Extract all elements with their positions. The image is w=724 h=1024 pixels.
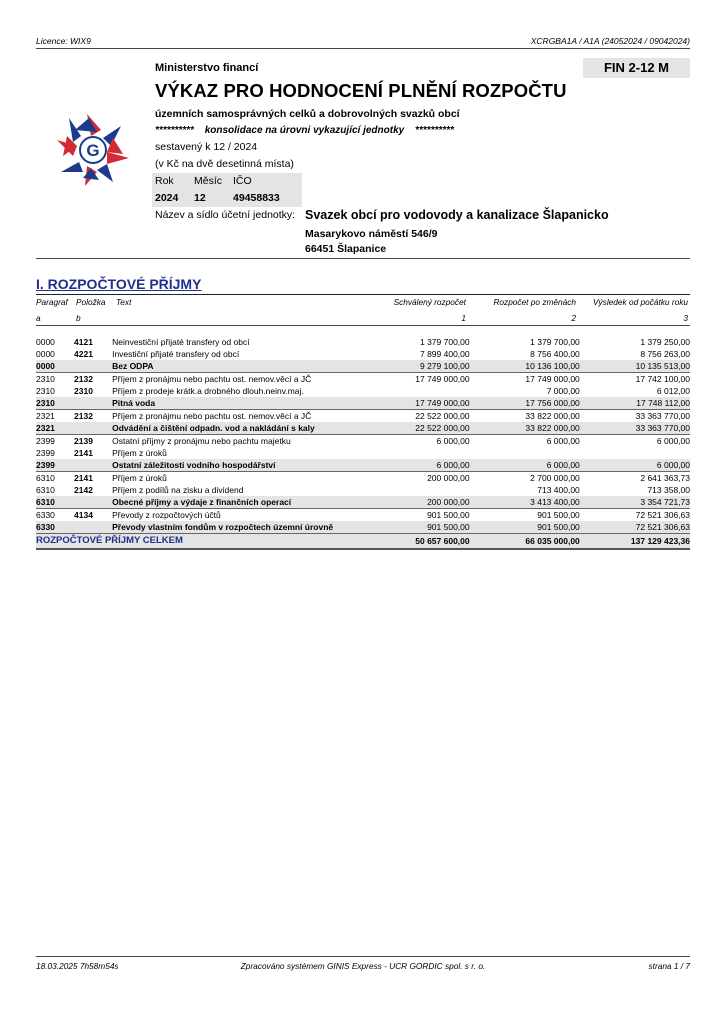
polozka-cell: 4121 [74, 337, 93, 347]
total-vysledek: 137 129 423,36 [580, 534, 690, 550]
table-row [36, 348, 690, 360]
header-divider [36, 48, 690, 49]
schvaleny-cell: 17 749 000,00 [359, 397, 469, 410]
schvaleny-cell: 6 000,00 [359, 459, 469, 472]
vysledek-cell: 10 135 513,00 [580, 360, 690, 373]
footer-system: Zpracováno systémem GINIS Express - UCR GORDIC spol. s r. o. [240, 961, 486, 971]
po-zmenach-cell: 7 000,00 [546, 386, 580, 396]
po-zmenach-cell [470, 447, 580, 459]
po-zmenach-cell: 8 756 400,00 [530, 349, 580, 359]
po-zmenach-cell: 17 749 000,00 [470, 373, 580, 386]
table-row [36, 385, 690, 397]
schvaleny-cell [359, 447, 469, 459]
value-rok: 2024 [155, 192, 179, 204]
paragraf-cell: 6330 [36, 509, 74, 522]
paragraf-cell: 2321 [36, 422, 74, 435]
total-label: ROZPOČTOVÉ PŘÍJMY CELKEM [36, 534, 359, 550]
value-mesic: 12 [194, 192, 206, 204]
consolidation-note [155, 125, 462, 136]
col-header-po-zmenach: Rozpočet po změnách [493, 297, 576, 307]
schvaleny-cell: 9 279 100,00 [359, 360, 469, 373]
total-row [36, 534, 690, 550]
report-period: sestavený k 12 / 2024 [155, 141, 258, 153]
col-index-b: b [76, 313, 81, 323]
polozka-cell [74, 422, 112, 435]
report-title: VÝKAZ PRO HODNOCENÍ PLNĚNÍ ROZPOČTU [155, 80, 567, 101]
text-cell: Příjem z prodeje krátk.a drobného dlouh.neinv.maj. [112, 386, 304, 396]
table-header-divider [36, 325, 690, 326]
paragraf-cell: 6310 [36, 485, 55, 495]
document-code: XCRGBA1A / A1A (24052024 / 09042024) [530, 36, 690, 46]
col-header-paragraf: Paragraf [36, 297, 68, 307]
value-ico: 49458833 [233, 192, 280, 204]
po-zmenach-cell: 1 379 700,00 [530, 337, 580, 347]
vysledek-cell: 17 742 100,00 [580, 373, 690, 386]
vysledek-cell: 713 358,00 [647, 485, 690, 495]
stars-left: ********** [155, 125, 194, 136]
ministry-logo-icon [54, 112, 132, 188]
ministry-name: Ministerstvo financí [155, 62, 259, 74]
page-header [36, 36, 690, 46]
table-row [36, 472, 690, 485]
paragraf-cell: 2321 [36, 410, 74, 423]
schvaleny-cell: 901 500,00 [359, 521, 469, 534]
col-header-polozka: Položka [76, 297, 106, 307]
footer-page-number: strana 1 / 7 [648, 961, 690, 971]
text-cell: Převody z rozpočtových účtů [112, 509, 359, 522]
text-cell: Neinvestiční přijaté transfery od obcí [112, 337, 250, 347]
paragraf-cell: 2310 [36, 373, 74, 386]
text-cell: Příjem z úroků [112, 448, 167, 458]
table-row [36, 373, 690, 386]
polozka-cell: 2132 [74, 373, 112, 386]
licence-text: Licence: WIX9 [36, 36, 91, 46]
col-header-schvaleny: Schválený rozpočet [393, 297, 466, 307]
text-cell: Bez ODPA [112, 360, 359, 373]
text-cell: Ostatní záležitosti vodního hospodářství [112, 459, 359, 472]
org-label: Název a sídlo účetní jednotky: [155, 209, 296, 221]
col-index-1: 1 [461, 313, 466, 323]
paragraf-cell: 0000 [36, 349, 55, 359]
schvaleny-cell: 7 899 400,00 [419, 349, 470, 359]
schvaleny-cell: 17 749 000,00 [359, 373, 469, 386]
schvaleny-cell: 6 000,00 [359, 435, 469, 448]
po-zmenach-cell: 6 000,00 [470, 435, 580, 448]
text-cell: Příjem z pronájmu nebo pachtu ost. nemov.věcí a JČ [112, 410, 359, 423]
subtotal-row [36, 496, 690, 509]
schvaleny-cell: 1 379 700,00 [419, 337, 470, 347]
footer-divider [36, 956, 690, 957]
label-rok: Rok [155, 175, 174, 187]
polozka-cell: 2141 [74, 472, 112, 485]
schvaleny-cell [359, 484, 469, 496]
po-zmenach-cell: 33 822 000,00 [470, 422, 580, 435]
text-cell: Ostatní příjmy z pronájmu nebo pachtu majetku [112, 435, 359, 448]
vysledek-cell [580, 447, 690, 459]
schvaleny-cell: 901 500,00 [359, 509, 469, 522]
table-row [36, 336, 690, 348]
page-footer [36, 961, 690, 971]
label-ico: IČO [233, 175, 252, 187]
org-address-street: Masarykovo náměstí 546/9 [305, 228, 438, 240]
subtotal-row [36, 422, 690, 435]
paragraf-cell: 6310 [36, 472, 74, 485]
stars-right: ********** [415, 125, 454, 136]
schvaleny-cell: 200 000,00 [359, 496, 469, 509]
text-cell: Příjem z úroků [112, 472, 359, 485]
section-divider [36, 294, 690, 295]
paragraf-cell: 6330 [36, 521, 74, 534]
subtotal-row [36, 459, 690, 472]
schvaleny-cell: 200 000,00 [359, 472, 469, 485]
text-cell: Pitná voda [112, 397, 359, 410]
paragraf-cell: 6310 [36, 496, 74, 509]
polozka-cell: 2310 [74, 386, 93, 396]
po-zmenach-cell: 2 700 000,00 [470, 472, 580, 485]
po-zmenach-cell: 33 822 000,00 [470, 410, 580, 423]
vysledek-cell: 6 000,00 [580, 459, 690, 472]
org-address-city: 66451 Šlapanice [305, 243, 387, 255]
subtotal-row [36, 521, 690, 534]
polozka-cell: 2142 [74, 485, 93, 495]
polozka-cell: 4221 [74, 349, 93, 359]
identification-box [152, 173, 302, 207]
vysledek-cell: 17 748 112,00 [580, 397, 690, 410]
polozka-cell: 2141 [74, 448, 93, 458]
paragraf-cell: 2399 [36, 435, 74, 448]
polozka-cell: 4134 [74, 509, 112, 522]
po-zmenach-cell: 713 400,00 [537, 485, 580, 495]
total-schvaleny: 50 657 600,00 [359, 534, 469, 550]
table-row [36, 484, 690, 496]
heading-divider [36, 258, 690, 259]
table-row [36, 447, 690, 459]
polozka-cell: 2139 [74, 435, 112, 448]
schvaleny-cell: 22 522 000,00 [359, 422, 469, 435]
subtotal-row [36, 397, 690, 410]
text-cell: Převody vlastním fondům v rozpočtech územní úrovně [112, 521, 359, 534]
polozka-cell: 2132 [74, 410, 112, 423]
po-zmenach-cell: 10 136 100,00 [470, 360, 580, 373]
report-subtitle: územních samosprávných celků a dobrovolných svazků obcí [155, 108, 460, 120]
vysledek-cell: 72 521 306,63 [580, 521, 690, 534]
vysledek-cell: 6 000,00 [580, 435, 690, 448]
col-index-3: 3 [683, 313, 688, 323]
svg-text:G: G [86, 141, 100, 160]
vysledek-cell: 2 641 363,73 [580, 472, 690, 485]
revenue-table [36, 336, 690, 550]
po-zmenach-cell: 17 756 000,00 [470, 397, 580, 410]
total-po-zmenach: 66 035 000,00 [470, 534, 580, 550]
po-zmenach-cell: 901 500,00 [470, 521, 580, 534]
text-cell: Odvádění a čištění odpadn. vod a nakládání s kaly [112, 422, 359, 435]
label-mesic: Měsíc [194, 175, 223, 187]
polozka-cell [74, 521, 112, 534]
vysledek-cell: 8 756 263,00 [640, 349, 690, 359]
report-units: (v Kč na dvě desetinná místa) [155, 158, 294, 170]
paragraf-cell: 0000 [36, 337, 55, 347]
text-cell: Obecné příjmy a výdaje z finančních operací [112, 496, 359, 509]
paragraf-cell: 0000 [36, 360, 74, 373]
po-zmenach-cell: 6 000,00 [470, 459, 580, 472]
polozka-cell [74, 397, 112, 410]
vysledek-cell: 72 521 306,63 [580, 509, 690, 522]
vysledek-cell: 1 379 250,00 [640, 337, 690, 347]
form-code-badge: FIN 2-12 M [583, 58, 690, 78]
vysledek-cell: 33 363 770,00 [580, 422, 690, 435]
org-name: Svazek obcí pro vodovody a kanalizace Šlapanicko [305, 208, 609, 222]
vysledek-cell: 3 354 721,73 [580, 496, 690, 509]
table-row [36, 509, 690, 522]
paragraf-cell: 2399 [36, 459, 74, 472]
table-row [36, 410, 690, 423]
text-cell: Příjem z pronájmu nebo pachtu ost. nemov.věcí a JČ [112, 373, 359, 386]
polozka-cell [74, 459, 112, 472]
col-index-a: a [36, 313, 41, 323]
consolidation-text: konsolidace na úrovni vykazující jednotky [204, 125, 405, 136]
table-row [36, 435, 690, 448]
paragraf-cell: 2310 [36, 397, 74, 410]
footer-timestamp: 18.03.2025 7h58m54s [36, 961, 119, 971]
schvaleny-cell: 22 522 000,00 [359, 410, 469, 423]
paragraf-cell: 2399 [36, 448, 55, 458]
vysledek-cell: 33 363 770,00 [580, 410, 690, 423]
po-zmenach-cell: 901 500,00 [470, 509, 580, 522]
col-header-vysledek: Výsledek od počátku roku [592, 297, 688, 307]
section-title: I. ROZPOČTOVÉ PŘÍJMY [36, 276, 202, 292]
col-header-text: Text [116, 297, 132, 307]
schvaleny-cell [359, 385, 469, 397]
paragraf-cell: 2310 [36, 386, 55, 396]
text-cell: Investiční přijaté transfery od obcí [112, 349, 240, 359]
vysledek-cell: 6 012,00 [656, 386, 690, 396]
polozka-cell [74, 360, 112, 373]
text-cell: Příjem z podílů na zisku a dividend [112, 485, 244, 495]
subtotal-row [36, 360, 690, 373]
po-zmenach-cell: 3 413 400,00 [470, 496, 580, 509]
col-index-2: 2 [571, 313, 576, 323]
polozka-cell [74, 496, 112, 509]
